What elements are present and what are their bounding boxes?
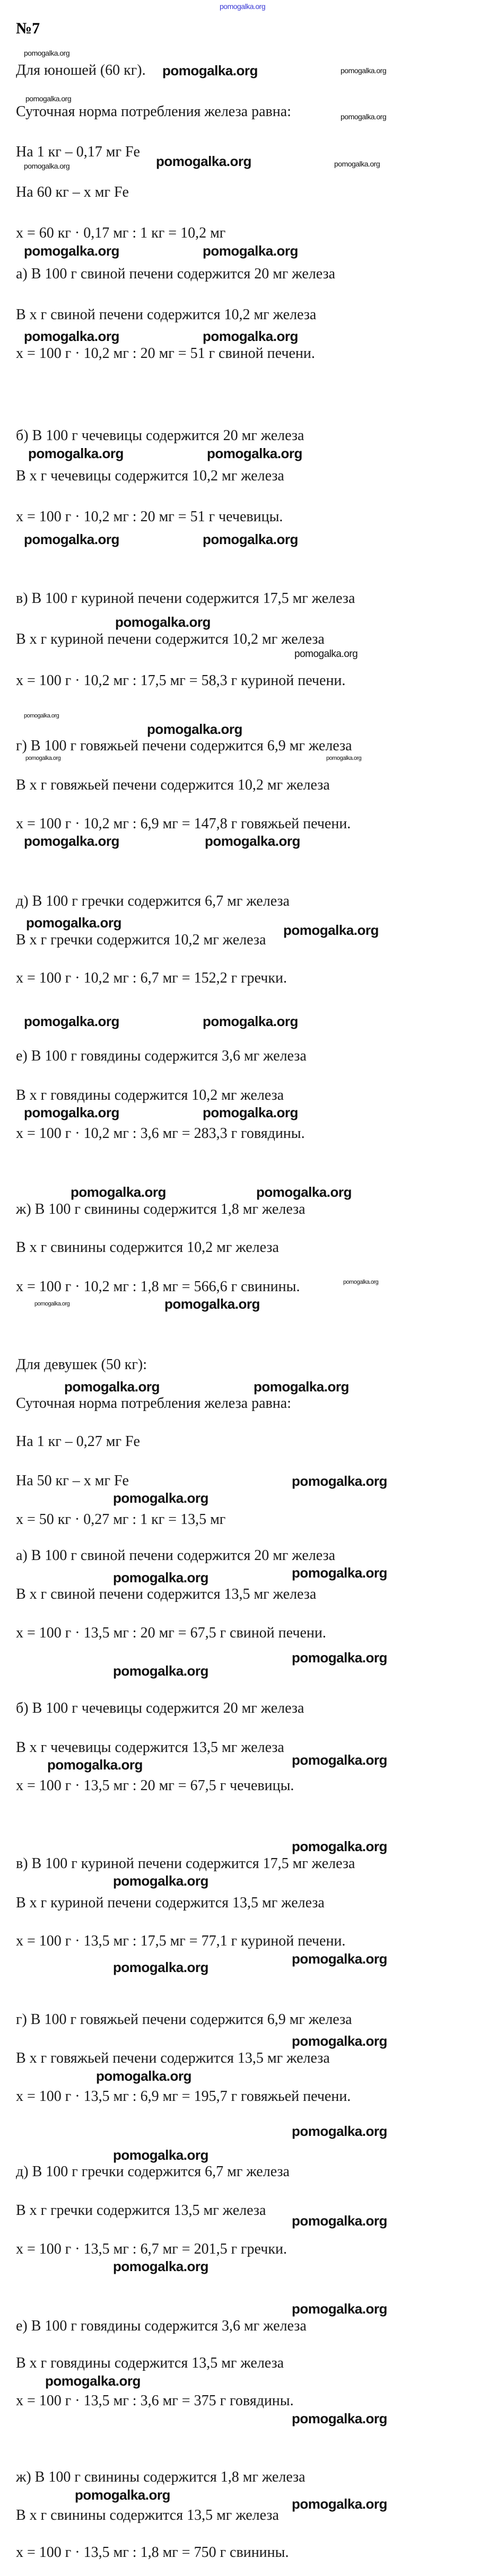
watermark-text: pomogalka.org	[34, 1301, 70, 1307]
solution-line: б) В 100 г чечевицы содержится 20 мг железа	[16, 427, 304, 444]
watermark-text: pomogalka.org	[292, 2496, 387, 2512]
solution-line: В х г говядины содержится 13,5 мг железа	[16, 2355, 284, 2371]
header-watermark-link[interactable]: pomogalka.org	[220, 2, 266, 11]
watermark-text: pomogalka.org	[45, 2373, 141, 2389]
solution-line: На 60 кг – х мг Fe	[16, 184, 129, 200]
solution-line: В х г гречки содержится 13,5 мг железа	[16, 2202, 266, 2219]
solution-line: Суточная норма потребления железа равна:	[16, 1395, 291, 1412]
watermark-text: pomogalka.org	[156, 153, 251, 169]
solution-line: В х г свиной печени содержится 10,2 мг железа	[16, 306, 317, 323]
solution-line: х = 100 г · 10,2 мг : 17,5 мг = 58,3 г куриной печени.	[16, 672, 346, 689]
solution-line: х = 100 г · 13,5 мг : 17,5 мг = 77,1 г куриной печени.	[16, 1933, 346, 1949]
solution-line: В х г гречки содержится 10,2 мг железа	[16, 932, 266, 948]
task-number-heading: №7	[16, 20, 40, 37]
watermark-text: pomogalka.org	[292, 1951, 387, 1967]
solution-line: В х г чечевицы содержится 10,2 мг железа	[16, 468, 284, 484]
watermark-text: pomogalka.org	[326, 755, 362, 761]
solution-line: х = 100 г · 13,5 мг : 20 мг = 67,5 г свиной печени.	[16, 1625, 326, 1641]
solution-line: х = 100 г · 10,2 мг : 6,9 мг = 147,8 г говяжьей печени.	[16, 816, 351, 832]
watermark-text: pomogalka.org	[292, 1752, 387, 1768]
solution-line: х = 100 г · 10,2 мг : 20 мг = 51 г свиной печени.	[16, 345, 315, 362]
watermark-text: pomogalka.org	[292, 1650, 387, 1666]
watermark-text: pomogalka.org	[113, 1490, 208, 1506]
solution-line: Суточная норма потребления железа равна:	[16, 103, 291, 120]
watermark-text: pomogalka.org	[24, 328, 119, 344]
watermark-text: pomogalka.org	[341, 66, 387, 75]
solution-line: х = 100 г · 13,5 мг : 20 мг = 67,5 г чечевицы.	[16, 1777, 294, 1794]
watermark-text: pomogalka.org	[113, 2258, 208, 2274]
solution-line: х = 100 г · 10,2 мг : 3,6 мг = 283,3 г говядины.	[16, 1125, 305, 1142]
watermark-text: pomogalka.org	[24, 531, 119, 547]
watermark-text: pomogalka.org	[292, 2213, 387, 2229]
watermark-text: pomogalka.org	[113, 1663, 208, 1679]
watermark-text: pomogalka.org	[24, 243, 119, 259]
watermark-text: pomogalka.org	[254, 1379, 349, 1395]
watermark-text: pomogalka.org	[292, 1838, 387, 1854]
watermark-text: pomogalka.org	[24, 713, 59, 719]
watermark-text: pomogalka.org	[113, 1873, 208, 1889]
watermark-text: pomogalka.org	[28, 445, 124, 461]
solution-line: х = 100 г · 13,5 мг : 6,9 мг = 195,7 г говяжьей печени.	[16, 2088, 351, 2105]
watermark-text: pomogalka.org	[25, 755, 61, 761]
watermark-text: pomogalka.org	[24, 1013, 119, 1029]
watermark-text: pomogalka.org	[292, 2033, 387, 2049]
solution-line: В х г свинины содержится 13,5 мг железа	[16, 2507, 279, 2524]
watermark-text: pomogalka.org	[113, 2147, 208, 2163]
watermark-text: pomogalka.org	[203, 1013, 298, 1029]
watermark-text: pomogalka.org	[25, 94, 72, 103]
solution-line: х = 100 г · 10,2 мг : 6,7 мг = 152,2 г гречки.	[16, 970, 287, 986]
watermark-text: pomogalka.org	[203, 243, 298, 259]
solution-line: ж) В 100 г свинины содержится 1,8 мг железа	[16, 2469, 306, 2485]
solution-line: В х г говяжьей печени содержится 10,2 мг железа	[16, 777, 330, 793]
solution-line: в) В 100 г куриной печени содержится 17,5 мг железа	[16, 590, 355, 607]
solution-line: х = 100 г · 10,2 мг : 20 мг = 51 г чечевицы.	[16, 509, 283, 525]
solution-line: б) В 100 г чечевицы содержится 20 мг железа	[16, 1700, 304, 1716]
solution-line: е) В 100 г говядины содержится 3,6 мг железа	[16, 1048, 307, 1064]
watermark-text: pomogalka.org	[283, 922, 379, 938]
watermark-text: pomogalka.org	[24, 49, 70, 57]
solution-line: х = 50 кг · 0,27 мг : 1 кг = 13,5 мг	[16, 1511, 226, 1528]
solution-line: х = 100 г · 13,5 мг : 1,8 мг = 750 г свинины.	[16, 2544, 289, 2561]
watermark-text: pomogalka.org	[71, 1184, 166, 1200]
watermark-text: pomogalka.org	[205, 833, 300, 849]
watermark-text: pomogalka.org	[164, 1296, 260, 1312]
watermark-text: pomogalka.org	[96, 2068, 191, 2084]
solution-line: х = 60 кг · 0,17 мг : 1 кг = 10,2 мг	[16, 225, 226, 241]
watermark-text: pomogalka.org	[24, 162, 70, 170]
solution-line: х = 100 г · 13,5 мг : 3,6 мг = 375 г говядины.	[16, 2393, 294, 2409]
watermark-text: pomogalka.org	[343, 1279, 379, 1285]
watermark-text: pomogalka.org	[47, 1757, 143, 1773]
watermark-text: pomogalka.org	[292, 2301, 387, 2317]
solution-line: В х г свиной печени содержится 13,5 мг железа	[16, 1586, 317, 1602]
watermark-text: pomogalka.org	[292, 1565, 387, 1581]
solution-line: а) В 100 г свиной печени содержится 20 мг железа	[16, 266, 336, 282]
solution-line: На 1 кг – 0,27 мг Fe	[16, 1433, 140, 1450]
watermark-text: pomogalka.org	[115, 614, 211, 630]
watermark-text: pomogalka.org	[292, 1473, 387, 1489]
watermark-text: pomogalka.org	[24, 1105, 119, 1120]
solution-line: х = 100 г · 13,5 мг : 6,7 мг = 201,5 г гречки.	[16, 2241, 287, 2257]
solution-line: д) В 100 г гречки содержится 6,7 мг железа	[16, 893, 290, 909]
watermark-text: pomogalka.org	[26, 915, 121, 931]
watermark-text: pomogalka.org	[292, 2411, 387, 2426]
watermark-text: pomogalka.org	[75, 2487, 170, 2503]
solution-line: е) В 100 г говядины содержится 3,6 мг железа	[16, 2318, 307, 2334]
solution-line: Для юношей (60 кг).	[16, 62, 146, 78]
watermark-text: pomogalka.org	[292, 2123, 387, 2139]
solution-line: В х г свинины содержится 10,2 мг железа	[16, 1239, 279, 1256]
watermark-text: pomogalka.org	[113, 1959, 208, 1975]
solution-line: а) В 100 г свиной печени содержится 20 мг железа	[16, 1547, 336, 1564]
solution-line: На 50 кг – х мг Fe	[16, 1473, 129, 1489]
watermark-text: pomogalka.org	[203, 1105, 298, 1120]
watermark-text: pomogalka.org	[147, 721, 242, 737]
solution-line: В х г куриной печени содержится 13,5 мг железа	[16, 1895, 325, 1911]
solution-line: в) В 100 г куриной печени содержится 17,5 мг железа	[16, 1855, 355, 1872]
watermark-text: pomogalka.org	[341, 112, 387, 121]
solution-line: Для девушек (50 кг):	[16, 1356, 147, 1373]
watermark-text: pomogalka.org	[113, 1570, 208, 1585]
watermark-text: pomogalka.org	[162, 63, 258, 78]
solution-line: На 1 кг – 0,17 мг Fe	[16, 144, 140, 160]
solution-line: ж) В 100 г свинины содержится 1,8 мг железа	[16, 1201, 306, 1217]
watermark-text: pomogalka.org	[256, 1184, 352, 1200]
watermark-text: pomogalka.org	[24, 833, 119, 849]
solution-line: В х г говядины содержится 10,2 мг железа	[16, 1087, 284, 1103]
watermark-text: pomogalka.org	[207, 445, 302, 461]
solution-line: В х г куриной печени содержится 10,2 мг железа	[16, 631, 325, 647]
solution-line: х = 100 г · 10,2 мг : 1,8 мг = 566,6 г свинины.	[16, 1278, 300, 1295]
watermark-text: pomogalka.org	[203, 531, 298, 547]
solution-line: В х г чечевицы содержится 13,5 мг железа	[16, 1739, 284, 1756]
watermark-text: pomogalka.org	[294, 649, 358, 660]
solution-line: г) В 100 г говяжьей печени содержится 6,9 мг железа	[16, 738, 352, 754]
watermark-text: pomogalka.org	[64, 1379, 160, 1395]
solution-line: г) В 100 г говяжьей печени содержится 6,9 мг железа	[16, 2011, 352, 2028]
solution-line: В х г говяжьей печени содержится 13,5 мг железа	[16, 2050, 330, 2066]
watermark-text: pomogalka.org	[203, 328, 298, 344]
watermark-text: pomogalka.org	[334, 160, 380, 168]
solution-line: д) В 100 г гречки содержится 6,7 мг железа	[16, 2163, 290, 2180]
